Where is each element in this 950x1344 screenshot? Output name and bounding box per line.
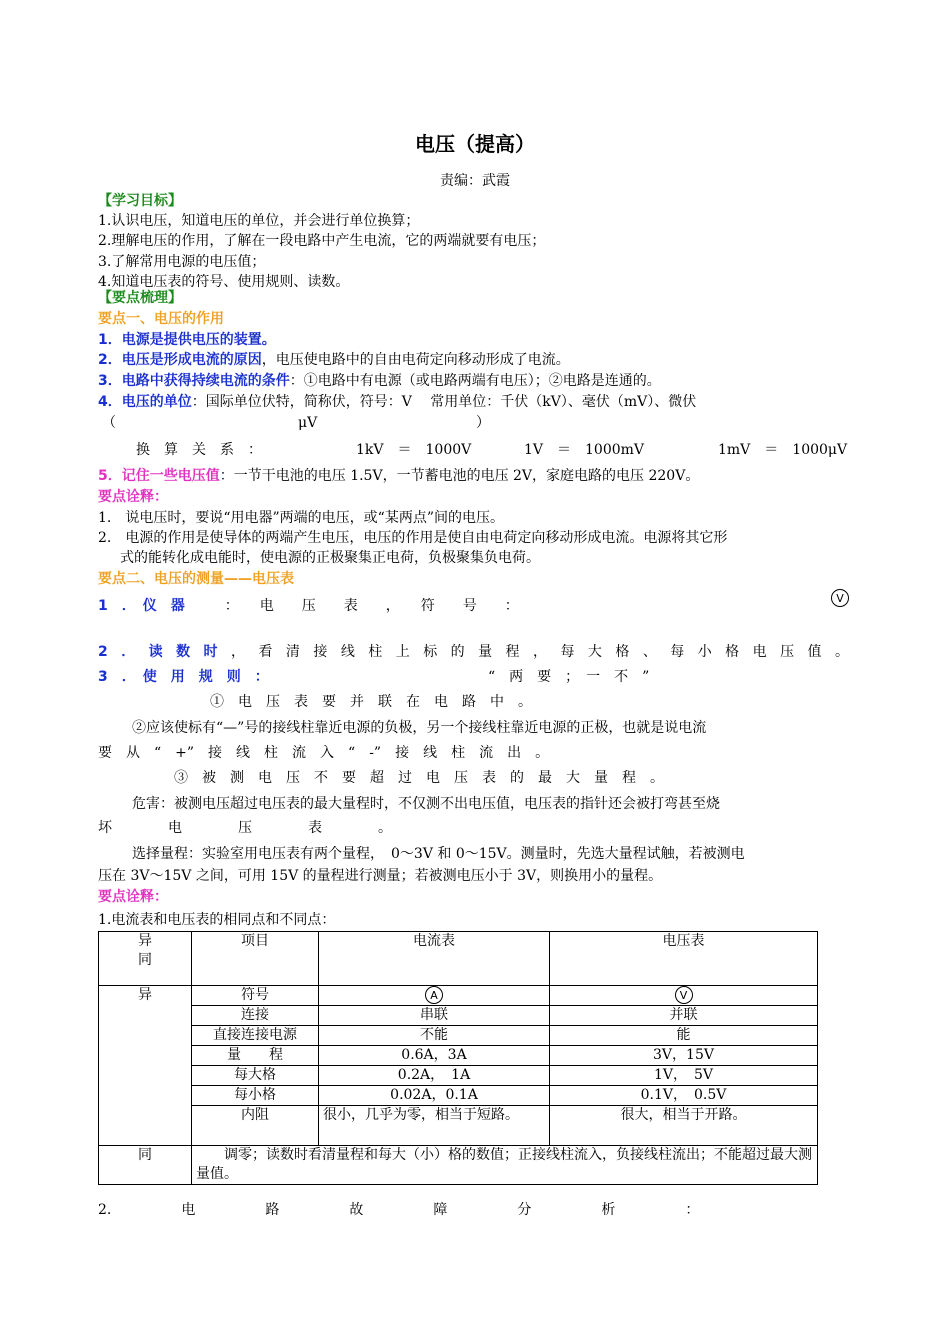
reading-label: 2．读数时 (98, 644, 232, 660)
row-item: 量 程 (192, 1046, 319, 1066)
rule1: ① 电 压 表 要 并 联 在 电 路 中 。 (210, 694, 532, 710)
paren-close: ） (476, 415, 490, 431)
row-item: 连接 (192, 1006, 319, 1026)
header-diff-same: 异 同 (99, 932, 192, 986)
reading-rest: ，看清接线柱上标的量程，每大格、每小格电压值。 (231, 644, 850, 660)
section1-heading: 要点一、电压的作用 (98, 311, 224, 327)
conversion-mv: 1mV ＝ 1000μV (718, 442, 848, 458)
note1-line2b: 式的能转化成电能时，使电源的正极聚集正电荷，负极聚集负电荷。 (120, 550, 540, 566)
note2-heading: 要点诠释： (98, 889, 168, 905)
circuit-fault-line: 2. 电 路 故 障 分 析 ： (98, 1202, 700, 1218)
instrument-label: 1 ． 仪 器 (98, 598, 185, 614)
rules-rest: “ 两 要 ； 一 不 ” (488, 669, 650, 685)
conversion-v: 1V ＝ 1000mV (524, 442, 645, 458)
table-row (99, 1146, 818, 1185)
section1-line4-rest: ：国际单位伏特，简称伏，符号：V 常用单位：千伏（kV）、毫伏（mV）、微伏 (191, 394, 697, 410)
paren-open: （ (102, 415, 116, 431)
note2-line1: 1.电流表和电压表的相同点和不同点： (98, 912, 336, 928)
goals-header: 【学习目标】 (98, 193, 182, 209)
ammeter-value: 很小，几乎为零，相当于短路。 (319, 1106, 550, 1146)
hazard-cont: 坏 电 压 表 。 (98, 820, 392, 836)
table-row (99, 986, 818, 1006)
voltmeter-value: 很大，相当于开路。 (550, 1106, 818, 1146)
section1-line2 (98, 350, 850, 370)
row-item: 内阻 (192, 1106, 319, 1146)
row-item: 直接连接电源 (192, 1026, 319, 1046)
section1-line5 (98, 466, 850, 486)
ammeter-value: 0.6A，3A (319, 1046, 550, 1066)
rule2: ②应该使标有“—”号的接线柱靠近电源的负极，另一个接线柱靠近电源的正极，也就是说电流 (132, 720, 707, 736)
range-line: 选择量程：实验室用电压表有两个量程， 0～3V 和 0～15V。测量时，先选大量程试触，若被测电 (132, 846, 745, 862)
section2-line2 (98, 642, 850, 662)
table-row (99, 1006, 818, 1026)
goal-item: 2.理解电压的作用，了解在一段电路中产生电流，它的两端就要有电压； (98, 233, 546, 249)
table-row (99, 1026, 818, 1046)
section1-line5-rest: ：一节干电池的电压 1.5V，一节蓄电池的电压 2V，家庭电路的电压 220V。 (219, 468, 700, 484)
section1-line1: 1．电源是提供电压的装置。 (98, 332, 276, 348)
ammeter-symbol-cell (319, 986, 550, 1006)
ammeter-icon: A (425, 986, 443, 1004)
rule3: ③ 被 测 电 压 不 要 超 过 电 压 表 的 最 大 量 程 。 (174, 770, 664, 786)
micro-volt-unit: μV (298, 415, 318, 431)
section1-line3-rest: ：①电路中有电源（或电路两端有电压）；②电路是连通的。 (289, 373, 661, 389)
voltmeter-symbol-cell (550, 986, 818, 1006)
voltmeter-value: 0.1V， 0.5V (550, 1086, 818, 1106)
section2-line3 (98, 667, 850, 687)
ammeter-value: 0.2A， 1A (319, 1066, 550, 1086)
goal-item: 4.知道电压表的符号、使用规则、读数。 (98, 274, 350, 290)
voltmeter-value: 并联 (550, 1006, 818, 1026)
section1-line4 (98, 392, 850, 412)
range-cont: 压在 3V～15V 之间，可用 15V 的量程进行测量；若被测电压小于 3V，则换用小的量程。 (98, 868, 663, 884)
ammeter-value: 串联 (319, 1006, 550, 1026)
header-voltmeter: 电压表 (550, 932, 818, 986)
note1-heading: 要点诠释： (98, 489, 168, 505)
voltmeter-value: 1V， 5V (550, 1066, 818, 1086)
table-row (99, 1106, 818, 1146)
comparison-table (98, 931, 818, 1185)
note1-line1: 1. 说电压时，要说“用电器”两端的电压，或“某两点”间的电压。 (98, 510, 504, 526)
instrument-rest: ： 电 压 表 ， 符 号 ： (224, 598, 519, 614)
section2-line1 (98, 591, 850, 616)
section2-heading: 要点二、电压的测量——电压表 (98, 571, 294, 587)
table-header-row (99, 932, 818, 986)
section1-line4-bold: 4．电压的单位 (98, 394, 192, 410)
ammeter-value: 不能 (319, 1026, 550, 1046)
voltmeter-icon: V (675, 986, 693, 1004)
same-text: 调零；读数时看清量程和每大（小）格的数值；正接线柱流入，负接线柱流出；不能超过最大测量值。 (192, 1146, 818, 1185)
note1-line2: 2. 电源的作用是使导体的两端产生电压，电压的作用是使自由电荷定向移动形成电流。电源将其它形 (98, 530, 728, 546)
hazard-line: 危害：被测电压超过电压表的最大量程时，不仅测不出电压值，电压表的指针还会被打弯甚至烧 (132, 796, 720, 812)
voltmeter-value: 3V，15V (550, 1046, 818, 1066)
row-item: 每小格 (192, 1086, 319, 1106)
header-item: 项目 (192, 932, 319, 986)
section1-line3 (98, 371, 850, 391)
table-row (99, 1086, 818, 1106)
goal-item: 1.认识电压，知道电压的单位，并会进行单位换算； (98, 213, 420, 229)
page-title: 电压（提高） (415, 132, 535, 156)
section1-line3-bold: 3．电路中获得持续电流的条件 (98, 373, 290, 389)
table-row (99, 1066, 818, 1086)
rule2-cont: 要 从 “ +” 接 线 柱 流 入 “ -” 接 线 柱 流 出 。 (98, 745, 550, 761)
table-row (99, 1046, 818, 1066)
header-ammeter: 电流表 (319, 932, 550, 986)
voltmeter-icon: V (831, 589, 849, 607)
conversion-label: 换 算 关 系 ： (136, 442, 262, 458)
rules-label: 3 ． 使 用 规 则 ： (98, 669, 269, 685)
author-line: 责编：武霞 (440, 173, 510, 189)
voltmeter-value: 能 (550, 1026, 818, 1046)
summary-header: 【要点梳理】 (98, 290, 182, 306)
section1-line5-bold: 5．记住一些电压值 (98, 468, 220, 484)
conversion-kv: 1kV ＝ 1000V (356, 442, 472, 458)
row-item: 每大格 (192, 1066, 319, 1086)
ammeter-value: 0.02A，0.1A (319, 1086, 550, 1106)
row-item: 符号 (192, 986, 319, 1006)
diff-label: 异 (99, 986, 192, 1146)
same-label: 同 (99, 1146, 192, 1185)
section1-line2-rest: ，电压使电路中的自由电荷定向移动形成了电流。 (261, 352, 570, 368)
section1-line2-bold: 2．电压是形成电流的原因 (98, 352, 262, 368)
goal-item: 3.了解常用电源的电压值； (98, 254, 266, 270)
